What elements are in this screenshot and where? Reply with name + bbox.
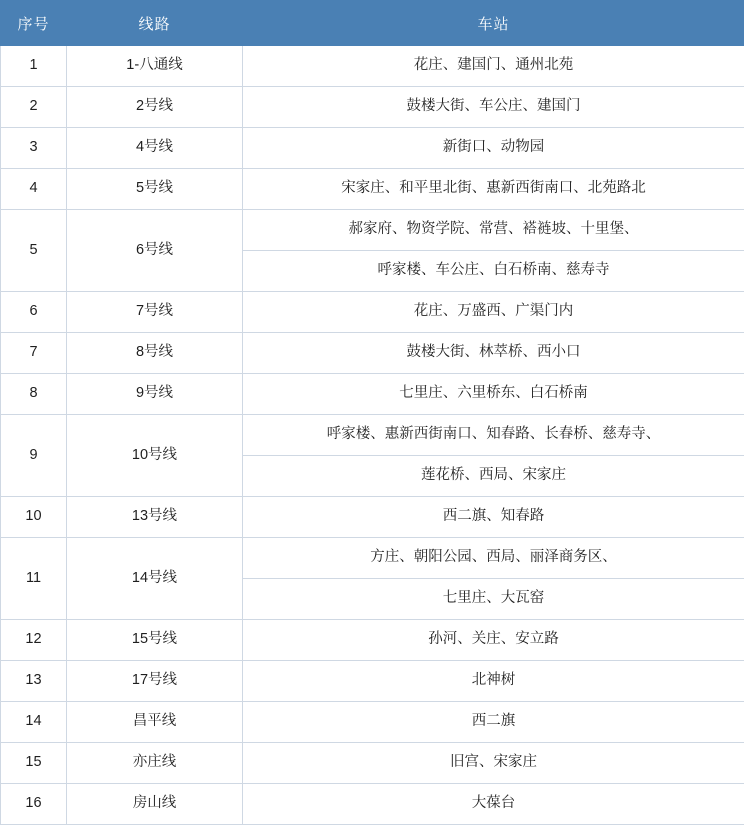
cell-line: 14号线 bbox=[67, 538, 243, 620]
cell-line: 4号线 bbox=[67, 128, 243, 169]
cell-index: 1 bbox=[1, 46, 67, 87]
cell-stations: 大葆台 bbox=[243, 784, 744, 825]
cell-stations: 新街口、动物园 bbox=[243, 128, 744, 169]
cell-stations: 宋家庄、和平里北街、惠新西街南口、北苑路北 bbox=[243, 169, 744, 210]
table-row bbox=[1, 784, 744, 825]
cell-stations: 呼家楼、车公庄、白石桥南、慈寿寺 bbox=[243, 251, 744, 292]
table-row bbox=[1, 169, 744, 210]
cell-stations: 鼓楼大街、车公庄、建国门 bbox=[243, 87, 744, 128]
cell-index: 2 bbox=[1, 87, 67, 128]
cell-index: 15 bbox=[1, 743, 67, 784]
cell-line: 17号线 bbox=[67, 661, 243, 702]
cell-stations: 花庄、建国门、通州北苑 bbox=[243, 46, 744, 87]
cell-stations: 鼓楼大街、林萃桥、西小口 bbox=[243, 333, 744, 374]
cell-stations: 西二旗、知春路 bbox=[243, 497, 744, 538]
cell-stations: 旧宫、宋家庄 bbox=[243, 743, 744, 784]
cell-index: 5 bbox=[1, 210, 67, 292]
cell-stations: 郝家府、物资学院、常营、褡裢坡、十里堡、 bbox=[243, 210, 744, 251]
table-row bbox=[1, 497, 744, 538]
table-row bbox=[1, 128, 744, 169]
cell-stations: 孙河、关庄、安立路 bbox=[243, 620, 744, 661]
column-header-index: 序号 bbox=[1, 1, 67, 46]
cell-line: 6号线 bbox=[67, 210, 243, 292]
table-row bbox=[1, 374, 744, 415]
column-header-line: 线路 bbox=[67, 1, 243, 46]
table-body bbox=[1, 46, 744, 825]
cell-line: 7号线 bbox=[67, 292, 243, 333]
cell-line: 8号线 bbox=[67, 333, 243, 374]
cell-index: 16 bbox=[1, 784, 67, 825]
cell-line: 10号线 bbox=[67, 415, 243, 497]
cell-stations: 方庄、朝阳公园、西局、丽泽商务区、 bbox=[243, 538, 744, 579]
table-row bbox=[1, 702, 744, 743]
cell-index: 12 bbox=[1, 620, 67, 661]
cell-stations: 呼家楼、惠新西街南口、知春路、长春桥、慈寿寺、 bbox=[243, 415, 744, 456]
table-row bbox=[1, 46, 744, 87]
table-header bbox=[1, 1, 744, 46]
cell-index: 13 bbox=[1, 661, 67, 702]
cell-line: 昌平线 bbox=[67, 702, 243, 743]
table-row bbox=[1, 87, 744, 128]
cell-index: 14 bbox=[1, 702, 67, 743]
cell-line: 房山线 bbox=[67, 784, 243, 825]
cell-line: 9号线 bbox=[67, 374, 243, 415]
cell-index: 4 bbox=[1, 169, 67, 210]
cell-stations: 七里庄、大瓦窑 bbox=[243, 579, 744, 620]
table-row bbox=[1, 333, 744, 374]
table-header-row bbox=[1, 1, 744, 46]
cell-line: 15号线 bbox=[67, 620, 243, 661]
table-row bbox=[1, 661, 744, 702]
cell-line: 5号线 bbox=[67, 169, 243, 210]
cell-stations: 七里庄、六里桥东、白石桥南 bbox=[243, 374, 744, 415]
cell-stations: 北神树 bbox=[243, 661, 744, 702]
cell-index: 11 bbox=[1, 538, 67, 620]
cell-index: 8 bbox=[1, 374, 67, 415]
table-row bbox=[1, 415, 744, 456]
cell-index: 6 bbox=[1, 292, 67, 333]
cell-stations: 花庄、万盛西、广渠门内 bbox=[243, 292, 744, 333]
cell-index: 7 bbox=[1, 333, 67, 374]
cell-stations: 西二旗 bbox=[243, 702, 744, 743]
cell-line: 2号线 bbox=[67, 87, 243, 128]
cell-line: 亦庄线 bbox=[67, 743, 243, 784]
cell-line: 1-八通线 bbox=[67, 46, 243, 87]
cell-index: 10 bbox=[1, 497, 67, 538]
table-row bbox=[1, 743, 744, 784]
cell-line: 13号线 bbox=[67, 497, 243, 538]
table-row bbox=[1, 210, 744, 251]
table-row bbox=[1, 292, 744, 333]
table-row bbox=[1, 620, 744, 661]
cell-stations: 莲花桥、西局、宋家庄 bbox=[243, 456, 744, 497]
cell-index: 9 bbox=[1, 415, 67, 497]
column-header-stations: 车站 bbox=[243, 1, 744, 46]
cell-index: 3 bbox=[1, 128, 67, 169]
table-row bbox=[1, 538, 744, 579]
